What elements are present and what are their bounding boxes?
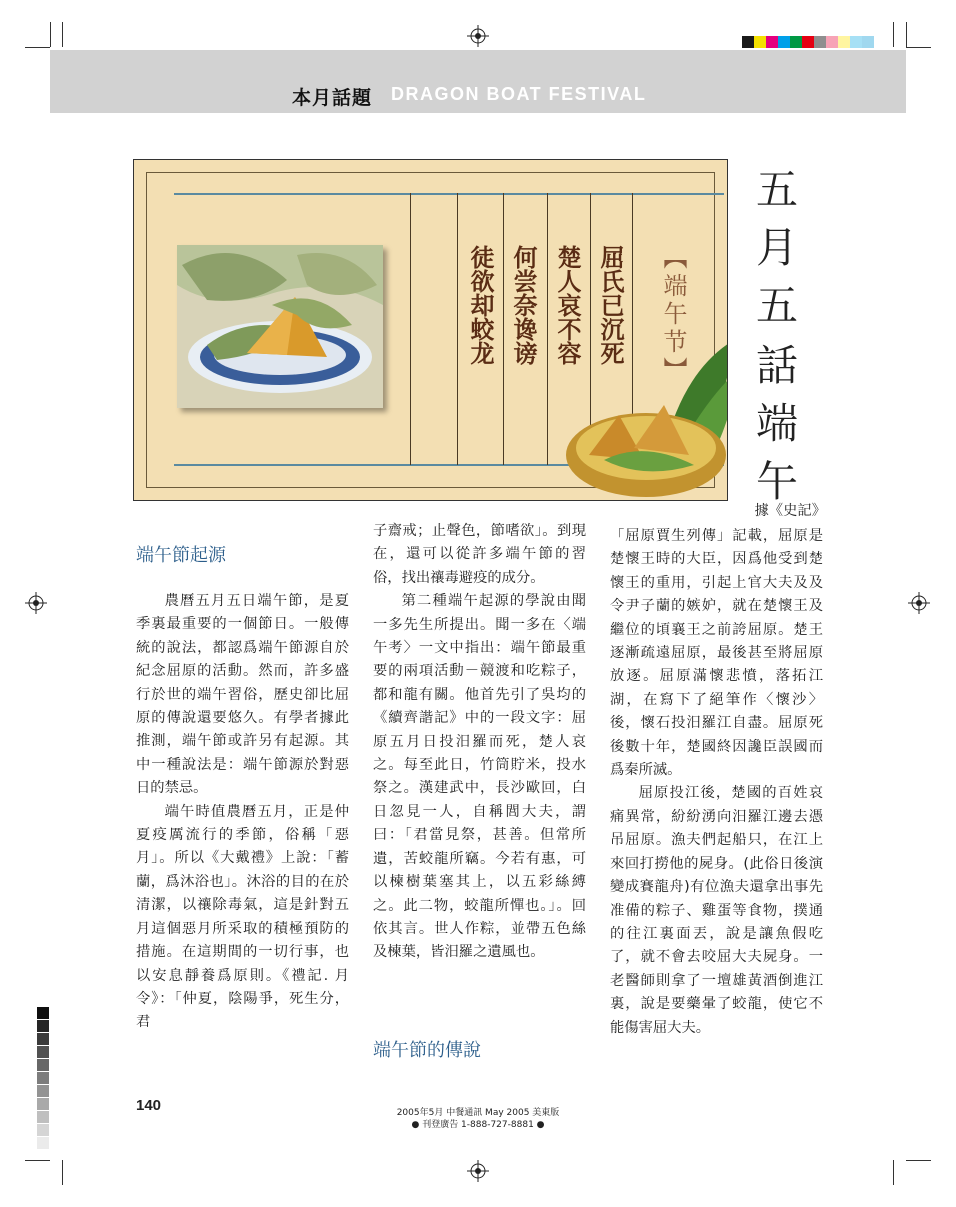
- color-swatch: [838, 36, 850, 48]
- crop-mark: [62, 22, 63, 47]
- footer-issue-line: 2005年5月 中餐通訊 May 2005 美東版: [396, 1108, 560, 1118]
- registration-mark-icon: [467, 25, 489, 47]
- paragraph: 農曆五月五日端午節，是夏季裏最重要的一個節日。一般傳統的說法，都認爲端午節源自於紀念屈原的活動。然而，許多盛行於世的端午習俗，歷史卻比屈原的傳說還要悠久。有學者據此推測，端午節或許另有起源。其中一種說法是：端午節源於對惡日的禁忌。: [136, 593, 349, 797]
- paragraph: 屈原投江後，楚國的百姓哀痛異常，紛紛湧向汨羅江邊去憑吊屈原。漁夫們起船只，在江上來回打撈他的屍身。(此俗日後演變成賽龍舟)有位漁夫還拿出事先准備的粽子、雞蛋等食物，撲通的往江裏面丟，說是讓魚假吃了，就不會去咬屈大夫屍身。一老醫師則拿了一壇雄黃酒倒進江裏，說是要藥暈了蛟龍，使它不能傷害屈大夫。: [610, 785, 823, 1036]
- gray-step: [37, 1085, 49, 1097]
- color-calibration-bar: [742, 36, 874, 48]
- title-char: 午: [755, 457, 798, 506]
- banner-column-line: [503, 193, 504, 465]
- color-swatch: [778, 36, 790, 48]
- title-char: 話: [755, 341, 798, 390]
- gray-step: [37, 1033, 49, 1045]
- color-swatch: [766, 36, 778, 48]
- color-swatch: [802, 36, 814, 48]
- gray-step: [37, 1007, 49, 1019]
- footer-ad-line: ● 刊登廣告 1-888-727-8881 ●: [411, 1120, 545, 1130]
- banner-illustration: [133, 159, 728, 501]
- title-char: 端: [755, 399, 798, 448]
- paragraph: 第二種端午起源的學說由聞一多先生所提出。聞一多在〈端午考〉一文中指出：端午節最重要的兩項活動－競渡和吃粽子，都和龍有關。他首先引了吳均的《續齊諧記》中的一段文字：屈原五月日投汨羅而死，楚人哀之。每至此日，竹筒貯米，投水祭之。漢建武中，長沙歐回，白日忽見一人，自稱閭大夫，謂曰：「君當見祭，甚善。但常所遺，苦蛟龍所竊。今若有惠，可以楝樹葉塞其上，以五彩絲縛之。此二物，蛟龍所憚也。」。回依其言。世人作粽，並帶五色絲及楝葉，皆汨羅之遺風也。: [373, 593, 586, 961]
- zongzi-photo: [177, 245, 383, 408]
- section-label: 本月話題: [292, 87, 373, 109]
- crop-mark: [25, 47, 50, 48]
- article-title-line1: [752, 161, 802, 335]
- festival-tag: 【端午节】: [659, 245, 687, 385]
- poem-line: 何尝奈谗谤: [509, 245, 538, 365]
- color-swatch: [862, 36, 874, 48]
- crop-mark: [893, 22, 894, 47]
- section-heading-legend: 端午節的傳說: [373, 1040, 481, 1061]
- title-char: 月: [755, 223, 798, 272]
- article-column-3: [610, 525, 823, 1040]
- registration-mark-icon: [908, 592, 930, 614]
- zongzi-basket-illustration: [564, 330, 728, 500]
- article-column-1: [136, 590, 349, 1035]
- article-column-2: [373, 520, 586, 965]
- poem-line: 徒欲却蛟龙: [466, 245, 495, 365]
- banner-column-line: [547, 193, 548, 465]
- crop-mark: [50, 22, 51, 47]
- color-swatch: [742, 36, 754, 48]
- gray-step: [37, 1137, 49, 1149]
- color-swatch: [850, 36, 862, 48]
- color-swatch: [790, 36, 802, 48]
- gray-step: [37, 1020, 49, 1032]
- crop-mark: [893, 1160, 894, 1185]
- crop-mark: [906, 1160, 931, 1161]
- section-heading-origin: 端午節起源: [136, 545, 226, 566]
- gray-step: [37, 1072, 49, 1084]
- title-char: 五: [755, 165, 798, 214]
- crop-mark: [906, 22, 907, 47]
- color-swatch: [826, 36, 838, 48]
- page-number: 140: [136, 1097, 162, 1114]
- article-title-line2: [752, 337, 802, 511]
- poem-line: 楚人哀不容: [553, 245, 582, 365]
- paragraph: 子齋戒；止聲色，節嗜欲」。到現在，還可以從許多端午節的習俗，找出禳毒避疫的成分。: [373, 523, 586, 586]
- poem-line: 屈氏已沉死: [596, 245, 625, 365]
- registration-mark-icon: [467, 1160, 489, 1182]
- paragraph: 「屈原賈生列傳」記載，屈原是楚懷王時的大臣，因爲他受到楚懷王的重用，引起上官大夫及及令尹子蘭的嫉妒，就在楚懷王及繼位的頃襄王之前誇屈原。楚王逐漸疏遠屈原，最後甚至將屈原放逐。屈原滿懷悲憤，落拓江湖，在寫下了絕筆作〈懷沙〉後，懷石投汨羅江自盡。屈原死後數十年，楚國終因讒臣誤國而爲秦所滅。: [610, 528, 823, 779]
- banner-rule: [174, 193, 724, 195]
- crop-mark: [62, 1160, 63, 1185]
- color-swatch: [754, 36, 766, 48]
- banner-column-line: [457, 193, 458, 465]
- title-char: 五: [755, 281, 798, 330]
- paragraph: 端午時值農曆五月，正是仲夏疫厲流行的季節，俗稱「惡月」。所以《大戴禮》上說：「蓄蘭，爲沐浴也」。沐浴的目的在於清潔，以禳除毒氣，這是針對五月這個惡月所采取的積極預防的措施。在這期間的一切行事，也以安息靜養爲原則。《禮記. 月令》：「仲夏，陰陽爭，死生分，君: [136, 803, 349, 1031]
- banner-column-line: [410, 193, 411, 465]
- section-title: DRAGON BOAT FESTIVAL: [391, 84, 647, 104]
- color-swatch: [814, 36, 826, 48]
- crop-mark: [906, 47, 931, 48]
- col3-lead: 據《史記》: [754, 503, 826, 519]
- gray-step: [37, 1046, 49, 1058]
- registration-mark-icon: [25, 592, 47, 614]
- crop-mark: [25, 1160, 50, 1161]
- gray-step: [37, 1059, 49, 1071]
